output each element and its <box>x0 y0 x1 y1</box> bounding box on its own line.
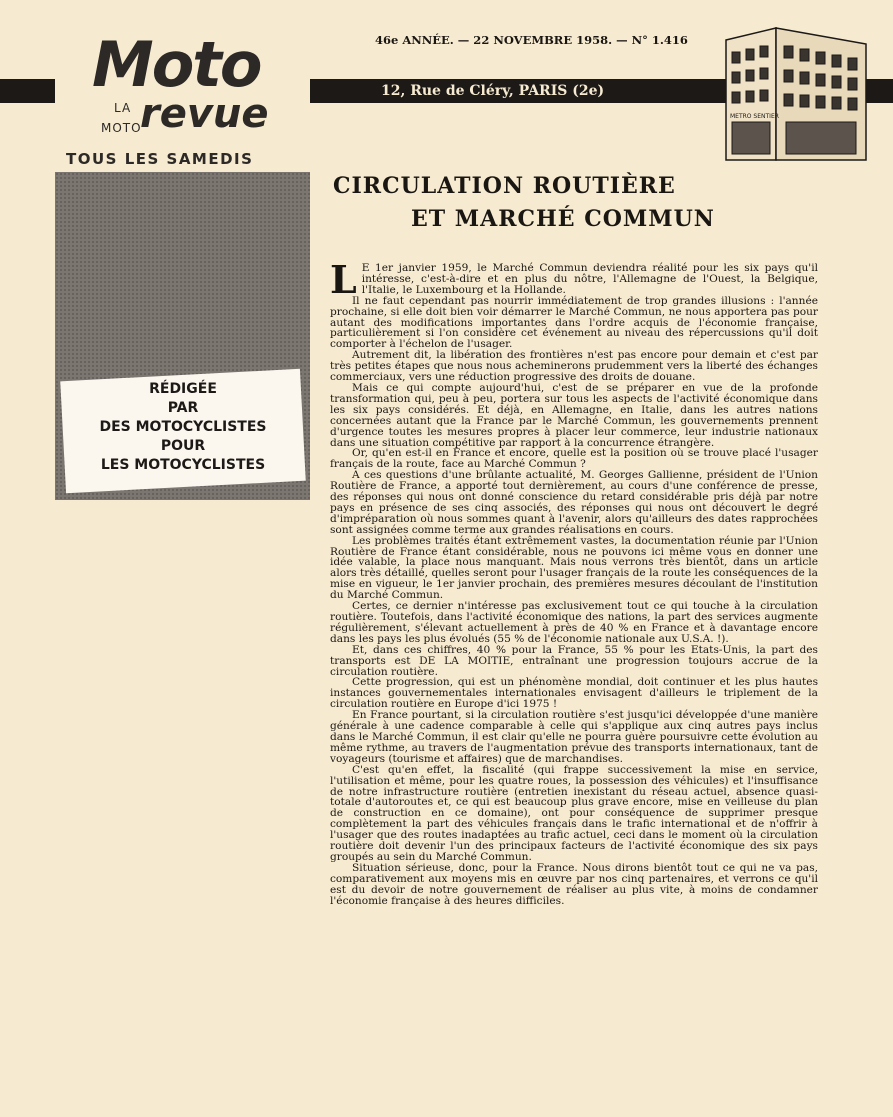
slogan-line: DES MOTOCYCLISTES <box>99 419 267 435</box>
article-title-line1: CIRCULATION ROUTIÈRE <box>333 173 676 199</box>
article-title-line2: ET MARCHÉ COMMUN <box>411 206 715 232</box>
address: 12, Rue de Cléry, PARIS (2e) <box>381 83 605 99</box>
paragraph: C'est qu'en effet, la fiscalité (qui frappe successivement la mise en service, l'utilisation et même, pour les quatre roues, la possession des véhicules) et l'insuffisance de notre infrastructure routière (entretien inexistant du réseau actuel, absence quasi-totale d'autoroutes et, ce qui est beaucoup plus grave encore, mise en veilleuse du plan de construction en ce domaine), ont pour conséquence de supprimer presque complètement la part des véhicules français dans le trafic international et de n'offrir à l'usager que des routes inadaptées au trafic actuel, ceci dans le moment où la circulation routière doit devenir l'un des principaux facteurs de l'activité économique des six pays groupés au sein du Marché Commun. <box>330 763 818 863</box>
drop-cap: L <box>330 257 357 302</box>
paragraph: Or, qu'en est-il en France et encore, quelle est la position où se trouve placé l'usager français de la route, face au Marché Commun ? <box>330 447 818 471</box>
paragraph: Cette progression, qui est un phénomène mondial, doit continuer et les plus hautes instances gouvernementales internationales envisagent d'ailleurs le triplement de la circulation routière en Europe d'ici 1975 ! <box>330 676 818 711</box>
paragraph <box>330 257 818 302</box>
paragraph: En France pourtant, si la circulation routière s'est jusqu'ici développée d'une manière générale à une cadence comparable à celle qui s'applique aux cinq autres pays inclus dans le Marché Commun, il est clair qu'elle ne pourra guère poursuivre cette évolution au même rythme, au travers de l'augmentation prévue des transports internationaux, tant de voyageurs (tourisme et affaires) que de marchandises. <box>330 709 818 765</box>
paragraph: Situation sérieuse, donc, pour la France. Nous dirons bientôt tout ce qui ne va pas, comparativement aux moyens mis en œuvre par nos cinq partenaires, et verrons ce qu'il est du devoir de notre gouvernement de réaliser au plus vite, à moins de condamner l'économie française à des heures difficiles. <box>330 861 818 907</box>
logo-revue: revue <box>140 91 269 137</box>
logo-moto-small: MOTO <box>101 121 142 135</box>
slogan-text <box>63 380 303 475</box>
paragraph: Certes, ce dernier n'intéresse pas exclusivement tout ce qui touche à la circulation routière. Toutefois, dans l'activité économique des nations, la part des services augmente régulièrement, s'élevant actuellement à près de 40 % en France et à davantage encore dans les pays les plus évolués (55 % de l'économie nationale aux U.S.A. !). <box>330 600 818 645</box>
slogan-line: POUR <box>160 438 206 454</box>
slogan-line: PAR <box>167 400 199 416</box>
logo-moto: Moto <box>92 28 261 101</box>
issue-line: 46e ANNÉE. — 22 NOVEMBRE 1958. — N° 1.416 <box>375 33 688 47</box>
paragraph: Les problèmes traités étant extrêmement vastes, la documentation réunie par l'Union Routière de France étant considérable, nous ne pouvons ici même vous en donner une idée valable, la place nous manquant. Mais nous verrons très bientôt, dans un article alors très détaillé, quelles seront pour l'usager français de la route les conséquences de la mise en vigueur, le 1er janvier prochain, des premières mesures découlant de l'institution du Marché Commun. <box>330 534 818 602</box>
paragraph: A ces questions d'une brûlante actualité, M. Georges Gallienne, président de l'Union Routière de France, a apporté tout dernièrement, au cours d'une conférence de presse, des réponses qui nous ont donné conscience du retard considérable pris déjà par notre pays en présence de ses cinq associés, des réponses qui nous ont découvert le degré d'impréparation où nous sommes quant à l'avenir, alors qu'ailleurs des dates rapprochées sont assignées comme terme aux grandes réalisations en cours. <box>330 469 818 536</box>
building-illustration <box>716 10 872 170</box>
paragraph: Et, dans ces chiffres, 40 % pour la France, 55 % pour les Etats-Unis, la part des transports est DE LA MOITIE, entraînant une progression toujours accrue de la circulation routière. <box>330 643 818 678</box>
logo-la: LA <box>114 101 132 115</box>
slogan-line: LES MOTOCYCLISTES <box>100 457 266 473</box>
slogan-line: RÉDIGÉE <box>149 381 217 397</box>
paragraph: Autrement dit, la libération des frontières n'est pas encore pour demain et c'est par très petites étapes que nous nous acheminerons prudemment vers la liberté des échanges commerciaux, vers une réduction progressive des droits de douane. <box>330 349 818 384</box>
paragraph-text: E 1er janvier 1959, le Marché Commun deviendra réalité pour les six pays qu'il intéresse, c'est-à-dire et en plus du nôtre, l'Allemagne de l'Ouest, la Belgique, l'Italie, le Luxembourg et la Hollande. <box>361 262 818 296</box>
tagline: TOUS LES SAMEDIS <box>66 150 254 168</box>
building-sign: METRO SENTIER <box>730 113 779 120</box>
article-body <box>330 257 818 907</box>
paragraph: Mais ce qui compte aujourd'hui, c'est de se préparer en vue de la profonde transformation qui, peu à peu, portera sur tous les aspects de l'activité économique dans les six pays considérés. Et déjà, en Allemagne, en Italie, dans les autres nations concernées autant que la France par le Marché Commun, les gouvernements prennent d'urgence toutes les mesures propres à placer leur commerce, leur industrie nationaux dans une situation compétitive par rapport à la concurrence étrangère. <box>330 381 818 449</box>
paragraph: Il ne faut cependant pas nourrir immédiatement de trop grandes illusions : l'année prochaine, si elle doit bien voir démarrer le Marché Commun, ne nous apportera pas pour autant des modifications importantes dans l'ordre acquis de l'économie française, particulièrement si l'on considère cet événement au niveau des répercussions qu'il doit comporter à l'échelon de l'usager. <box>330 294 818 351</box>
